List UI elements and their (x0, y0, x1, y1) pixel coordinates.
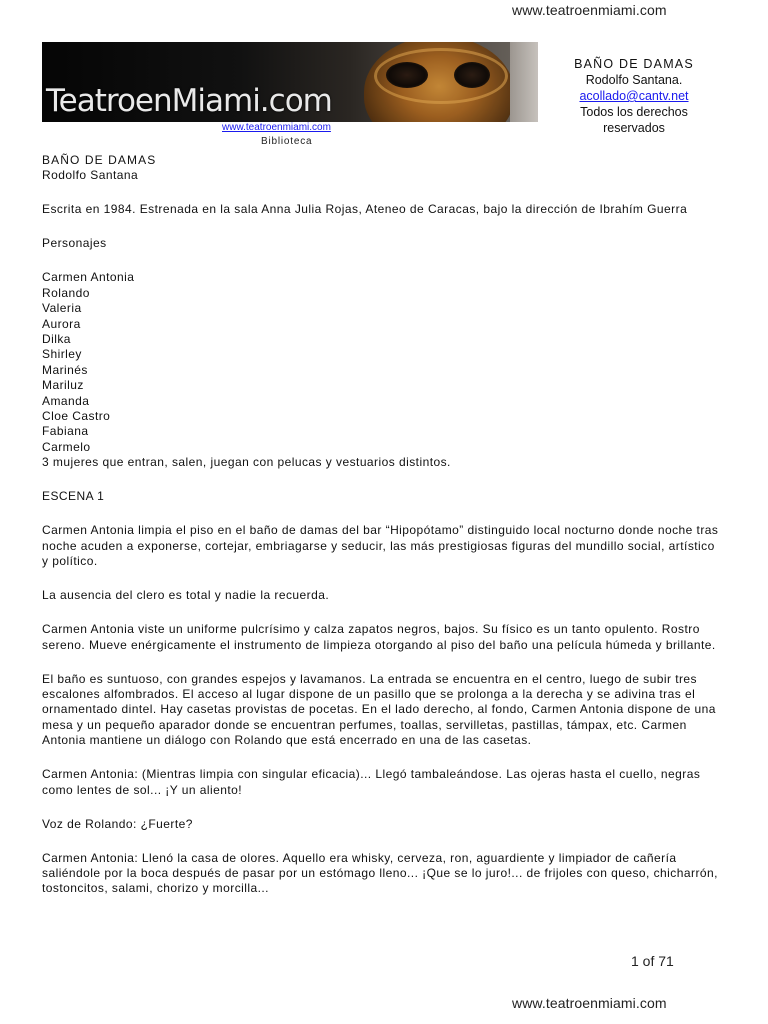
scene-heading: ESCENA 1 (42, 489, 105, 504)
list-item: Valeria (42, 301, 82, 316)
author-email-link[interactable]: acollado@cantv.net (579, 89, 689, 103)
list-item: Mariluz (42, 378, 84, 393)
document-body (42, 153, 724, 915)
list-item: 3 mujeres que entran, salen, juegan con pelucas y vestuarios distintos. (42, 455, 451, 470)
body-paragraph: Carmen Antonia viste un uniforme pulcrísimo y calza zapatos negros, bajos. Su físico es un tanto opulento. Rostro sereno. Mueve enérgicamente el instrumento de limpieza otorgando al piso del baño una película húmeda y brillante. (42, 622, 716, 652)
list-item: Marinés (42, 362, 88, 377)
characters-heading: Personajes (42, 236, 107, 251)
banner-veil (510, 42, 538, 122)
list-item: Dilka (42, 332, 71, 347)
body-paragraph: Voz de Rolando: ¿Fuerte? (42, 816, 193, 831)
info-author: Rodolfo Santana. (585, 73, 683, 87)
list-item: Cloe Castro (42, 409, 111, 424)
header-site-url: www.teatroenmiami.com (512, 2, 667, 18)
body-paragraph: Carmen Antonia: (Mientras limpia con singular eficacia)... Llegó tambaleándose. Las ojeras hasta el cuello, negras como lentes de sol... ¡Y un aliento! (42, 767, 701, 797)
document-title: BAÑO DE DAMAS (42, 153, 157, 167)
mask-eye-right (454, 62, 490, 88)
body-paragraph: La ausencia del clero es total y nadie la recuerda. (42, 588, 330, 603)
carnival-mask-image (364, 42, 514, 122)
characters-list (42, 270, 724, 470)
list-item: Shirley (42, 347, 82, 362)
mask-eye-left (386, 62, 428, 88)
document-author: Rodolfo Santana (42, 168, 139, 183)
rights-line-1: Todos los derechos (580, 105, 688, 119)
list-item: Carmen Antonia (42, 270, 135, 285)
list-item: Carmelo (42, 439, 91, 454)
library-label: Biblioteca (261, 136, 313, 147)
site-logo: TeatroenMiami.com (46, 83, 332, 119)
body-paragraph: Carmen Antonia limpia el piso en el baño de damas del bar “Hipopótamo” distinguido local nocturno donde noche tras noche acuden a exponerse, cortejar, embriagarse y seducir, las más prestigiosas figuras del mundillo social, artístico y político. (42, 523, 719, 569)
list-item: Fabiana (42, 424, 89, 439)
list-item: Aurora (42, 316, 81, 331)
site-banner[interactable] (42, 42, 538, 122)
footer-site-url: www.teatroenmiami.com (512, 995, 667, 1011)
document-info-box (555, 56, 713, 136)
rights-line-2: reservados (603, 121, 665, 135)
list-item: Amanda (42, 393, 90, 408)
document-intro: Escrita en 1984. Estrenada en la sala Anna Julia Rojas, Ateneo de Caracas, bajo la dirección de Ibrahím Guerra (42, 202, 688, 217)
info-title: BAÑO DE DAMAS (574, 57, 694, 71)
list-item: Rolando (42, 285, 90, 300)
page-indicator: 1 of 71 (631, 953, 674, 969)
body-paragraph: El baño es suntuoso, con grandes espejos y lavamanos. La entrada se encuentra en el centro, luego de subir tres escalones alfombrados. El acceso al lugar dispone de un pasillo que se prolonga a la derecha y se adivina tras el ornamentado dintel. Hay casetas provistas de pocetas. En el lado derecho, al fondo, Carmen Antonia dispone de una mesa y un pequeño aparador donde se encuentran perfumes, toallas, servilletas, pastillas, támpax, etc. Carmen Antonia mantiene un diálogo con Rolando que está encerrado en una de las casetas. (42, 671, 716, 748)
site-link[interactable]: www.teatroenmiami.com (222, 122, 331, 133)
body-paragraph: Carmen Antonia: Llenó la casa de olores. Aquello era whisky, cerveza, ron, aguardiente y limpiador de cañería saliéndole por la boca después de pasar por un estómago lleno... ¡Que se lo juro!... de frijoles con queso, chicharrón, tostoncitos, salami, chorizo y morcilla... (42, 850, 718, 896)
